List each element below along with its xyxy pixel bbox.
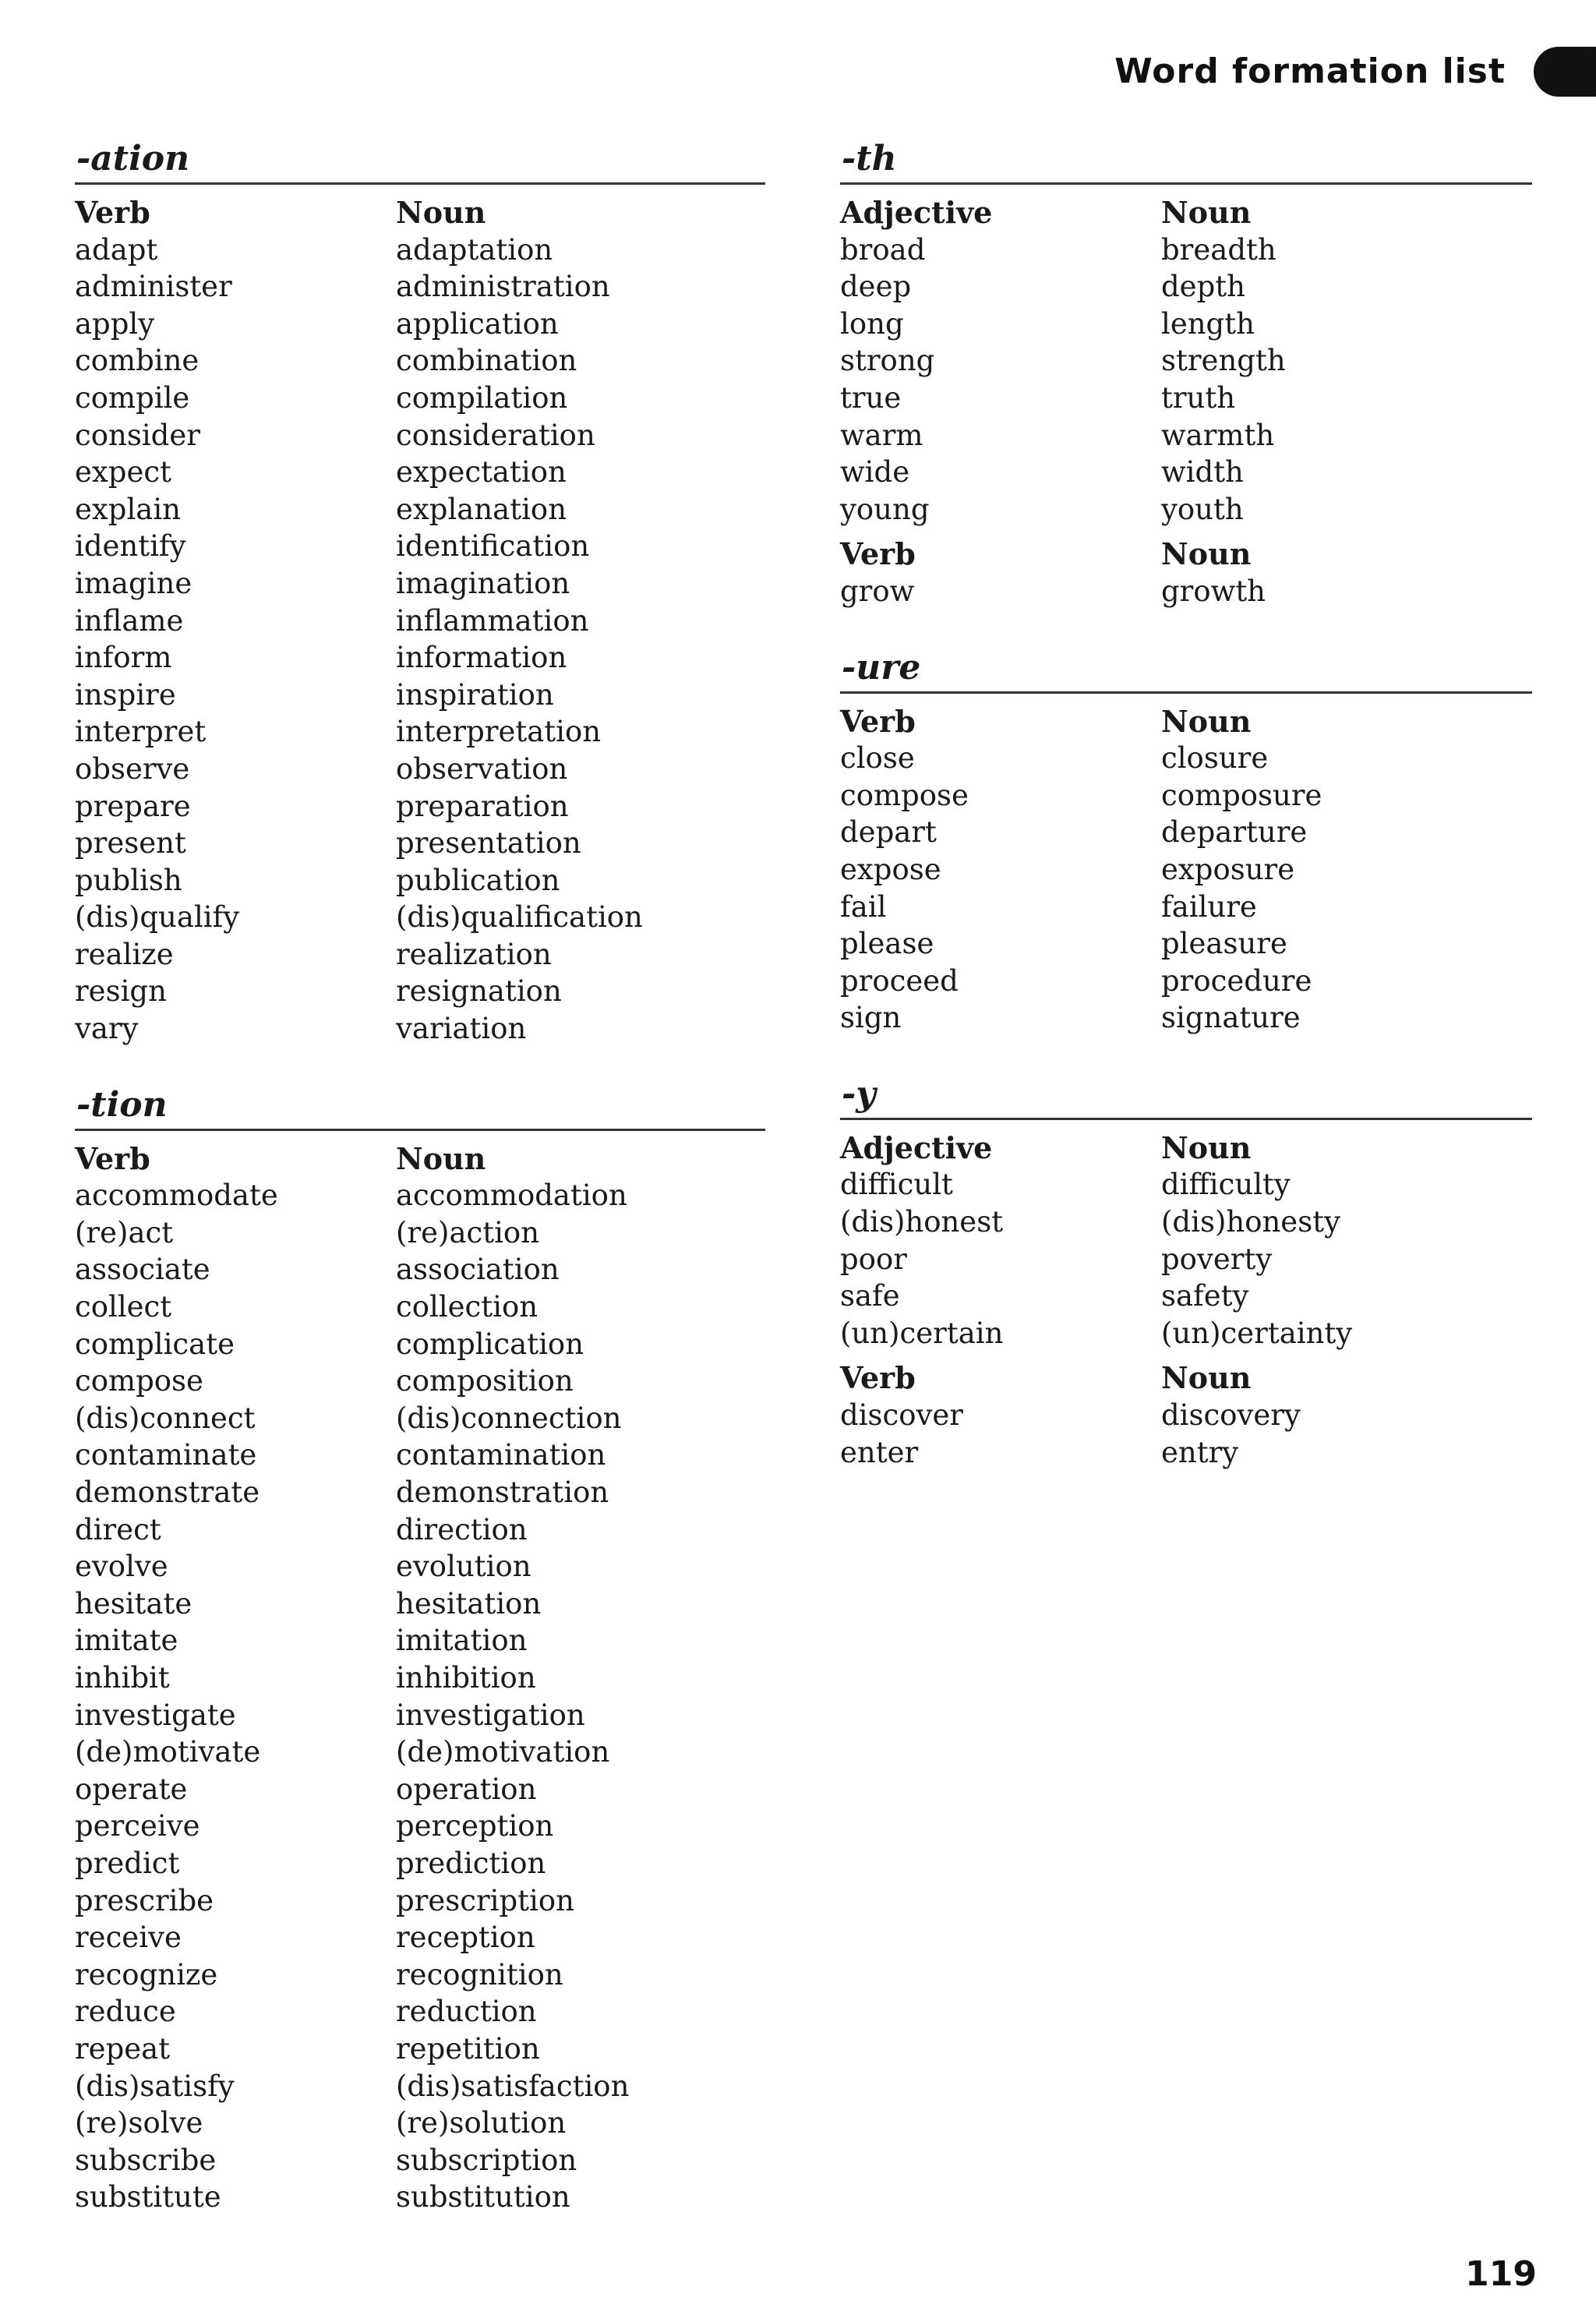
base-word: long [840,306,904,341]
base-word: resign [75,974,167,1009]
base-word: complicate [75,1327,235,1361]
base-word: identify [75,529,186,564]
base-word: (dis)connect [75,1401,256,1435]
noun-form: collection [396,1290,538,1324]
word-pair-row [840,814,1532,851]
noun-form: demonstration [396,1476,609,1509]
base-word: young [840,492,930,526]
base-word: grow [840,574,915,608]
base-word: prepare [75,789,191,823]
word-pair-row [75,1400,765,1437]
word-pair-row [75,231,765,269]
noun-form: (re)solution [396,2106,567,2140]
word-pair-row [75,2030,765,2068]
noun-form: explanation [396,492,567,526]
base-word: repeat [75,2031,171,2066]
base-word: observe [75,751,190,786]
word-group [840,1129,1532,1352]
word-pair-row [840,573,1532,610]
column-header-base: Verb [840,703,916,739]
noun-form: prescription [396,1883,574,1917]
base-word: sign [840,1001,902,1035]
base-word: contaminate [75,1438,257,1472]
base-word: present [75,826,186,861]
column-header-noun: Noun [1161,1129,1252,1165]
column-header-base: Verb [840,1360,916,1396]
base-word: (re)act [75,1215,174,1249]
word-pair-row [75,1956,765,1994]
column-header-base: Adjective [840,195,993,230]
column-header-row [75,194,765,231]
base-word: accommodate [75,1179,278,1213]
word-pair-row [75,1474,765,1511]
word-pair-row [840,306,1532,343]
noun-form: presentation [396,826,581,861]
base-word: substitute [75,2180,221,2214]
section-tab-marker [1534,47,1596,97]
base-word: proceed [840,963,959,998]
base-word: close [840,741,915,776]
noun-form: association [396,1253,560,1287]
column-header-noun: Noun [1161,1360,1252,1396]
noun-form: breadth [1161,232,1276,267]
base-word: subscribe [75,2143,217,2177]
noun-form: (re)action [396,1215,540,1249]
word-pair-row [840,491,1532,528]
word-pair-row [75,1993,765,2030]
noun-form: hesitation [396,1586,542,1620]
base-word: inspire [75,677,176,712]
word-pair-row [75,1214,765,1252]
column-header-row [840,1129,1532,1167]
word-pair-row [75,1326,765,1363]
base-word: depart [840,815,937,850]
noun-form: closure [1161,741,1269,776]
noun-form: poverty [1161,1242,1273,1276]
base-word: collect [75,1290,172,1324]
column-header-row [840,703,1532,740]
noun-form: failure [1161,889,1257,924]
noun-form: (de)motivation [396,1735,610,1769]
column-header-noun: Noun [1161,703,1252,739]
base-word: poor [840,1242,907,1276]
column-header-base: Verb [75,195,150,230]
page-title: Word formation list [1114,51,1506,91]
word-pair-row [75,751,765,788]
column-header-noun: Noun [1161,195,1252,230]
noun-form: pleasure [1161,927,1287,961]
word-pair-row [75,603,765,640]
noun-form: safety [1161,1279,1249,1313]
noun-form: reception [396,1921,535,1955]
noun-form: publication [396,863,560,897]
base-word: inform [75,641,172,675]
word-pair-row [75,639,765,677]
base-word: imagine [75,566,192,600]
word-group [840,1359,1532,1471]
column-header-row [840,194,1532,231]
word-group [75,194,765,1048]
word-pair-row [840,1166,1532,1203]
base-word: investigate [75,1698,236,1732]
base-word: compose [840,778,969,812]
word-pair-row [840,454,1532,491]
noun-form: exposure [1161,852,1295,886]
word-pair-row [75,1177,765,1214]
noun-form: inflammation [396,603,589,638]
noun-form: subscription [396,2143,577,2177]
section-title: -ation [75,136,765,185]
base-word: vary [75,1012,139,1046]
base-word: perceive [75,1809,200,1843]
section-title: -y [840,1071,1532,1120]
base-word: (un)certain [840,1316,1004,1350]
noun-form: application [396,306,559,341]
word-section [840,645,1532,1037]
word-pair-row [75,1771,765,1808]
base-word: true [840,380,902,415]
word-pair-row [75,1697,765,1734]
noun-form: information [396,641,567,675]
noun-form: operation [396,1772,537,1806]
word-pair-row [75,1622,765,1659]
noun-form: consideration [396,418,595,452]
noun-form: length [1161,306,1255,341]
base-word: broad [840,232,926,267]
base-word: receive [75,1921,182,1955]
noun-form: repetition [396,2031,540,2066]
word-pair-row [840,1397,1532,1434]
base-word: (dis)honest [840,1205,1004,1239]
base-word: discover [840,1398,963,1433]
column-header-base: Verb [840,536,916,572]
base-word: wide [840,455,910,489]
base-word: reduce [75,1995,176,2029]
word-pair-row [75,677,765,714]
word-pair-row [75,1734,765,1771]
base-word: (dis)satisfy [75,2069,235,2103]
word-pair-row [75,899,765,936]
base-word: enter [840,1435,919,1469]
word-pair-row [75,2179,765,2216]
noun-form: interpretation [396,715,602,749]
word-pair-row [75,528,765,565]
word-pair-row [75,306,765,343]
noun-form: resignation [396,974,562,1009]
base-word: combine [75,344,200,378]
word-pair-row [75,1919,765,1956]
noun-form: discovery [1161,1398,1301,1433]
word-pair-row [75,1882,765,1920]
base-word: predict [75,1846,180,1880]
base-word: publish [75,863,182,897]
noun-form: inhibition [396,1660,536,1695]
base-word: operate [75,1772,188,1806]
word-pair-row [75,1511,765,1549]
word-pair-row [75,491,765,528]
word-pair-row [840,889,1532,926]
noun-form: accommodation [396,1179,627,1213]
word-group [840,535,1532,610]
word-group [840,194,1532,528]
word-pair-row [75,1808,765,1845]
noun-form: procedure [1161,963,1312,998]
noun-form: (dis)satisfaction [396,2069,630,2103]
base-word: deep [840,270,912,304]
word-pair-row [75,713,765,751]
word-group [75,1140,765,2216]
word-pair-row [840,1203,1532,1241]
word-pair-row [840,1241,1532,1278]
noun-form: composure [1161,778,1322,812]
word-pair-row [840,851,1532,889]
noun-form: adaptation [396,232,553,267]
word-section [75,1082,765,2216]
base-word: (dis)qualify [75,900,240,935]
word-pair-row [840,1315,1532,1352]
word-pair-row [75,1548,765,1585]
word-pair-row [840,999,1532,1037]
column-header-noun: Noun [396,1140,486,1176]
base-word: inhibit [75,1660,170,1695]
word-pair-row [75,936,765,974]
noun-form: evolution [396,1550,531,1584]
word-pair-row [75,417,765,454]
noun-form: (dis)connection [396,1401,622,1435]
base-word: administer [75,270,232,304]
base-word: evolve [75,1550,168,1584]
word-pair-row [75,1845,765,1882]
noun-form: reduction [396,1995,537,2029]
word-pair-row [75,1585,765,1623]
noun-form: entry [1161,1435,1239,1469]
word-pair-row [840,417,1532,454]
column-header-noun: Noun [1161,536,1252,572]
section-title: -ure [840,645,1532,694]
base-word: warm [840,418,923,452]
column-header-row [75,1140,765,1178]
base-word: hesitate [75,1586,192,1620]
column-header-base: Verb [75,1140,150,1176]
noun-form: inspiration [396,677,554,712]
noun-form: administration [396,270,610,304]
column-header-noun: Noun [396,195,486,230]
page-number: 119 [1465,2254,1537,2294]
base-word: safe [840,1279,900,1313]
base-word: associate [75,1253,210,1287]
base-word: recognize [75,1957,218,1992]
word-group [840,703,1532,1037]
noun-form: (un)certainty [1161,1316,1353,1350]
word-pair-row [75,565,765,603]
base-word: compile [75,380,190,415]
word-pair-row [75,973,765,1010]
base-word: fail [840,889,887,924]
section-title: -th [840,136,1532,185]
base-word: expose [840,852,941,886]
word-pair-row [75,2142,765,2179]
noun-form: signature [1161,1001,1301,1035]
noun-form: width [1161,455,1244,489]
word-pair-row [840,342,1532,380]
noun-form: variation [396,1012,527,1046]
noun-form: substitution [396,2180,570,2214]
noun-form: depth [1161,270,1245,304]
word-pair-row [75,2068,765,2105]
word-pair-row [75,1362,765,1400]
noun-form: complication [396,1327,584,1361]
word-pair-row [840,925,1532,963]
word-pair-row [840,268,1532,306]
word-section [75,136,765,1048]
noun-form: imagination [396,566,570,600]
noun-form: contamination [396,1438,606,1472]
base-word: difficult [840,1168,953,1202]
word-pair-row [840,1278,1532,1315]
column-header-row [840,535,1532,573]
noun-form: expectation [396,455,567,489]
word-pair-row [75,788,765,825]
word-pair-row [75,342,765,380]
word-pair-row [75,862,765,899]
word-section [840,136,1532,610]
base-word: realize [75,937,174,971]
word-pair-row [75,1010,765,1048]
noun-form: (dis)honesty [1161,1205,1340,1239]
noun-form: identification [396,529,590,564]
section-title: -tion [75,1082,765,1131]
right-column [840,136,1532,1505]
base-word: (de)motivate [75,1735,261,1769]
noun-form: compilation [396,380,568,415]
noun-form: preparation [396,789,569,823]
noun-form: departure [1161,815,1308,850]
base-word: adapt [75,232,158,267]
word-pair-row [75,2105,765,2142]
noun-form: (dis)qualification [396,900,643,935]
noun-form: warmth [1161,418,1275,452]
noun-form: growth [1161,574,1266,608]
word-pair-row [840,777,1532,815]
noun-form: recognition [396,1957,563,1992]
word-pair-row [75,1251,765,1288]
noun-form: youth [1161,492,1244,526]
base-word: strong [840,344,935,378]
base-word: interpret [75,715,207,749]
word-pair-row [840,231,1532,269]
word-pair-row [840,740,1532,777]
base-word: direct [75,1512,161,1546]
noun-form: combination [396,344,577,378]
noun-form: strength [1161,344,1286,378]
noun-form: difficulty [1161,1168,1291,1202]
word-pair-row [75,1288,765,1326]
word-pair-row [840,1434,1532,1472]
word-pair-row [75,825,765,862]
base-word: prescribe [75,1883,214,1917]
base-word: explain [75,492,182,526]
word-pair-row [840,963,1532,1000]
base-word: compose [75,1364,203,1398]
noun-form: investigation [396,1698,585,1732]
base-word: please [840,927,934,961]
word-pair-row [75,1659,765,1697]
base-word: expect [75,455,171,489]
word-pair-row [75,1437,765,1474]
noun-form: prediction [396,1846,546,1880]
base-word: demonstrate [75,1476,260,1509]
noun-form: observation [396,751,568,786]
column-header-row [840,1359,1532,1397]
noun-form: imitation [396,1624,528,1658]
word-pair-row [75,380,765,417]
noun-form: composition [396,1364,574,1398]
left-column [75,136,765,2250]
word-section [840,1071,1532,1471]
base-word: apply [75,306,155,341]
column-header-base: Adjective [840,1129,993,1165]
base-word: (re)solve [75,2106,203,2140]
word-pair-row [840,380,1532,417]
noun-form: direction [396,1512,528,1546]
noun-form: truth [1161,380,1236,415]
noun-form: realization [396,937,552,971]
word-pair-row [75,268,765,306]
base-word: consider [75,418,200,452]
base-word: inflame [75,603,184,638]
word-pair-row [75,454,765,491]
noun-form: perception [396,1809,554,1843]
base-word: imitate [75,1624,178,1658]
